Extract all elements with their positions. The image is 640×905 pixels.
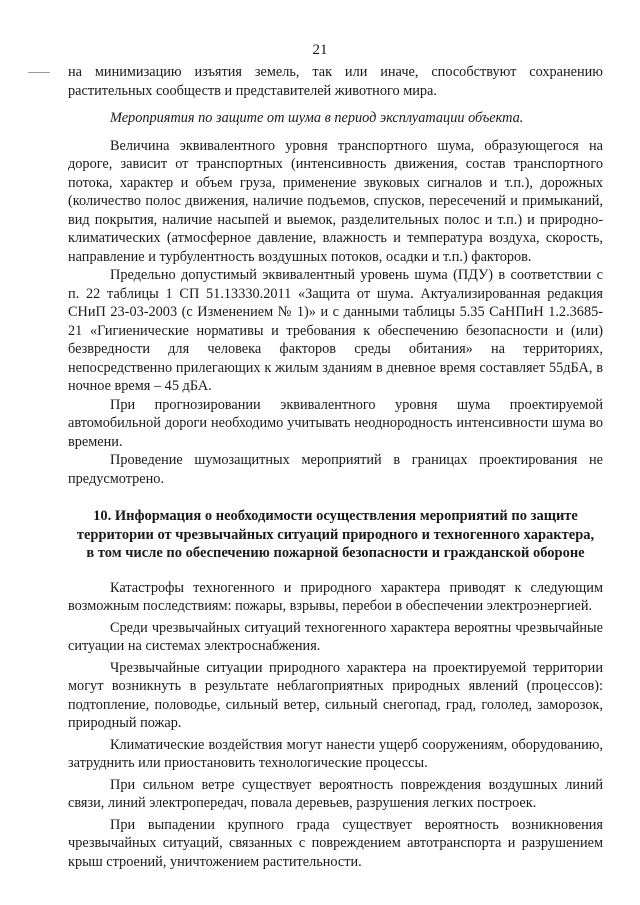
paragraph-noise-forecast: При прогнозировании эквивалентного уровня шума проектируемой автомобильной дороги необходимо учитывать неоднородность интенсивности шума во времени. xyxy=(68,396,603,450)
paragraph-hail: При выпадении крупного града существует вероятность возникновения чрезвычайных ситуаций, связанных с повреждением автотранспорта и разрушением крыш строений, уничтожением растительности. xyxy=(68,816,603,870)
page-number: 21 xyxy=(312,42,328,58)
paragraph-disaster-consequences: Катастрофы техногенного и природного характера приводят к следующим возможным последствиям: пожары, взрывы, перебои в обеспечении электроэнергией. xyxy=(68,579,603,614)
paragraph-noise-level: Величина эквивалентного уровня транспортного шума, образующегося на дороге, зависит от транспортных (интенсивность движения, состав транспортного потока, характер и объем груза, применение звуковых сигналов и т.п.), дорожных (количество полос движения, наличие подъемов, спусков, пересечений и примыканий, вид покрытия, наличие насыпей и выемок, разделительных полос и т.п.) и природно-климатических (атмосферное давление, влажность и температура воздуха, скорость, направление и турбулентность воздушных потоков, осадки и т.п.) факторов. xyxy=(68,137,603,265)
paragraph-strong-wind: При сильном ветре существует вероятность повреждения воздушных линий связи, линий электропередач, повала деревьев, разрушения легких построек. xyxy=(68,776,603,811)
paragraph-natural-emergencies: Чрезвычайные ситуации природного характера на проектируемой территории могут возникнуть в результате неблагоприятных природных явлений (процессов): подтопление, половодье, сильный ветер, сильный снегопад, град, гололед, заморозок, природный пожар. xyxy=(68,659,603,731)
subheading-noise-protection: Мероприятия по защите от шума в период эксплуатации объекта. xyxy=(110,110,524,126)
paragraph-technogenic-emergencies: Среди чрезвычайных ситуаций техногенного характера вероятны чрезвычайные ситуации на системах электроснабжения. xyxy=(68,619,603,654)
scan-margin-mark xyxy=(28,72,50,73)
paragraph-climate-impact: Климатические воздействия могут нанести ущерб сооружениям, оборудованию, затруднить или приостановить технологические процессы. xyxy=(68,736,603,771)
section-heading-emergency: 10. Информация о необходимости осуществления мероприятий по защите территории от чрезвычайных ситуаций природного и техногенного характера, в том числе по обеспечению пожарной безопасности и гражданской обороне xyxy=(76,508,595,561)
page-content xyxy=(68,63,603,871)
paragraph-noise-measures: Проведение шумозащитных мероприятий в границах проектирования не предусмотрено. xyxy=(68,452,603,487)
paragraph-noise-limit: Предельно допустимый эквивалентный уровень шума (ПДУ) в соответствии с п. 22 таблицы 1 СП 51.13330.2011 «Защита от шума. Актуализированная редакция СНиП 23-03-2003 (с Изменением № 1)» и с данными таблицы 5.35 СаНПиН 1.2.3685-21 «Гигиенические нормативы и требования к обеспечению безопасности и (или) безвредности для человека факторов среды обитания» на территориях, непосредственно прилегающих к жилым зданиям в дневное время составляет 55дБА, в ночное время – 45 дБА. xyxy=(68,267,603,394)
paragraph-land-use: на минимизацию изъятия земель, так или иначе, способствуют сохранению растительных сообществ и представителей животного мира. xyxy=(68,64,603,99)
